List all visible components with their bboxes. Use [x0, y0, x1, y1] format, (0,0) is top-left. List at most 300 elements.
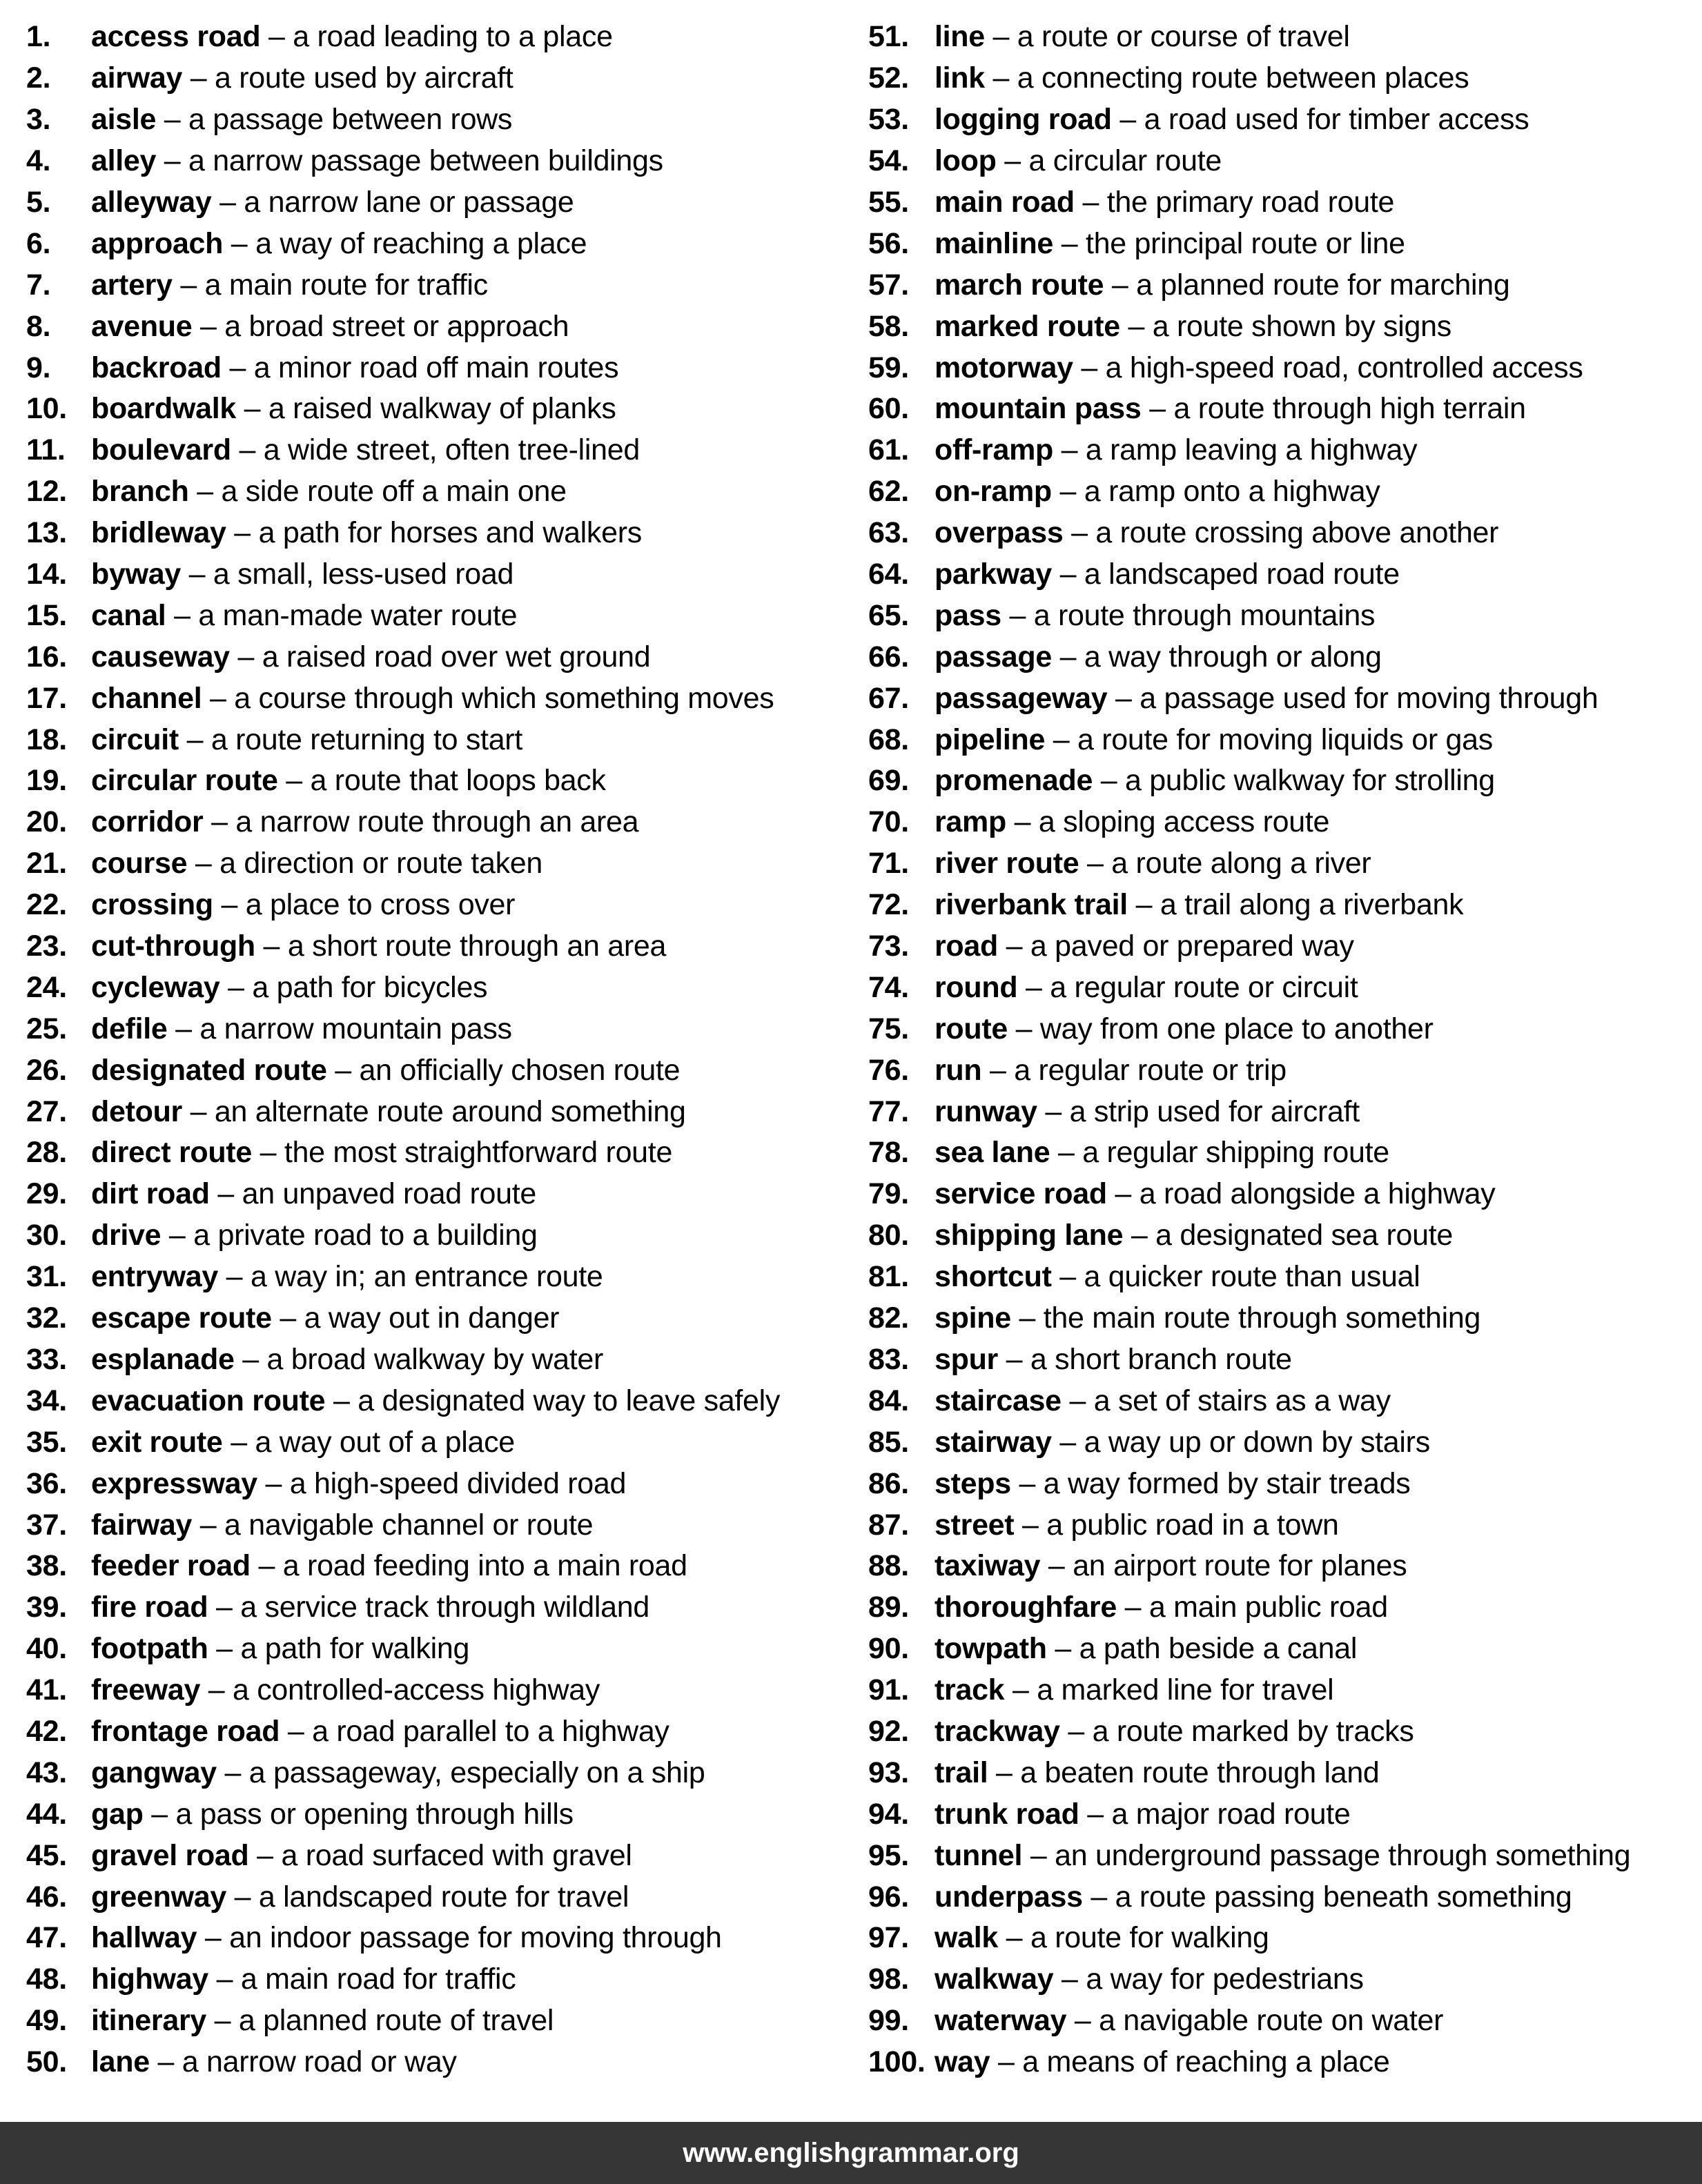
item-definition: – way from one place to another	[1008, 1012, 1434, 1045]
item-definition: – the principal route or line	[1053, 226, 1405, 260]
item-definition: – a passageway, especially on a ship	[216, 1755, 705, 1789]
item-number: 48.	[26, 1962, 67, 1996]
item-definition: – a road alongside a highway	[1106, 1177, 1496, 1211]
item-term: passageway	[935, 681, 1108, 715]
list-item	[26, 967, 848, 1008]
item-term: sea lane	[935, 1136, 1050, 1170]
item-definition: – a broad walkway by water	[234, 1342, 604, 1376]
item-term: riverbank trail	[935, 888, 1128, 922]
item-definition: – a landscaped road route	[1052, 558, 1400, 591]
item-term: gravel road	[91, 1838, 249, 1872]
item-term: road	[935, 929, 998, 963]
item-term: on-ramp	[935, 475, 1052, 509]
item-definition: – a set of stairs as a way	[1061, 1384, 1391, 1417]
item-term: walkway	[935, 1962, 1054, 1996]
item-number: 64.	[868, 558, 909, 591]
item-term: esplanade	[91, 1342, 235, 1376]
item-term: crossing	[91, 888, 213, 922]
item-definition: – a route that loops back	[277, 764, 606, 798]
item-definition: – a passage between rows	[156, 103, 513, 137]
item-definition: – a narrow mountain pass	[167, 1012, 512, 1045]
item-number: 97.	[868, 1921, 909, 1955]
list-item	[26, 1257, 848, 1298]
item-number: 70.	[868, 805, 909, 839]
item-number: 78.	[868, 1136, 909, 1170]
item-term: hallway	[91, 1921, 197, 1955]
item-definition: – a way through or along	[1052, 640, 1382, 673]
item-definition: – a path for horses and walkers	[226, 516, 642, 550]
list-item	[26, 595, 848, 636]
item-number: 82.	[868, 1301, 909, 1335]
list-item	[26, 760, 848, 802]
list-item	[868, 1463, 1696, 1504]
item-definition: – a service track through wildland	[208, 1591, 649, 1624]
list-item	[868, 1587, 1696, 1629]
item-definition: – a route returning to start	[178, 722, 522, 756]
item-number: 62.	[868, 475, 909, 509]
list-item	[26, 719, 848, 760]
list-item	[868, 306, 1696, 347]
item-definition: – a main route for traffic	[172, 268, 488, 302]
list-item	[26, 2000, 848, 2042]
item-definition: – a route or course of travel	[984, 20, 1350, 54]
item-definition: – a quicker route than usual	[1051, 1260, 1420, 1294]
list-item	[868, 430, 1696, 471]
item-definition: – the most straightforward route	[251, 1136, 673, 1170]
list-item	[868, 1339, 1696, 1381]
item-number: 41.	[26, 1673, 67, 1707]
item-term: ramp	[935, 805, 1006, 839]
item-number: 74.	[868, 970, 909, 1004]
item-number: 80.	[868, 1219, 909, 1252]
item-number: 77.	[868, 1094, 909, 1128]
item-term: boardwalk	[91, 392, 236, 426]
item-number: 19.	[26, 764, 67, 798]
item-term: escape route	[91, 1301, 272, 1335]
item-definition: – a route used by aircraft	[182, 61, 513, 95]
list-item	[868, 554, 1696, 596]
item-term: exit route	[91, 1425, 223, 1459]
item-number: 8.	[26, 309, 51, 343]
item-term: off-ramp	[935, 433, 1053, 467]
item-number: 71.	[868, 847, 909, 881]
item-definition: – a raised road over wet ground	[229, 640, 651, 673]
item-term: artery	[91, 268, 173, 302]
list-item	[868, 1711, 1696, 1753]
list-item	[868, 885, 1696, 926]
item-term: march route	[935, 268, 1104, 302]
list-item	[868, 843, 1696, 885]
list-item	[26, 182, 848, 224]
item-number: 67.	[868, 681, 909, 715]
item-term: tunnel	[935, 1838, 1023, 1872]
item-number: 84.	[868, 1384, 909, 1417]
item-term: avenue	[91, 309, 193, 343]
list-item	[26, 1504, 848, 1546]
list-item	[868, 1959, 1696, 2000]
item-number: 30.	[26, 1219, 67, 1252]
item-term: feeder road	[91, 1549, 251, 1583]
item-definition: – a route marked by tracks	[1059, 1714, 1414, 1748]
list-item	[26, 1752, 848, 1793]
item-number: 7.	[26, 268, 51, 302]
item-definition: – a planned route for marching	[1104, 268, 1510, 302]
list-item	[26, 678, 848, 719]
item-definition: – a regular route or trip	[981, 1053, 1287, 1087]
item-number: 42.	[26, 1714, 67, 1748]
list-item	[868, 1504, 1696, 1546]
list-item	[26, 1008, 848, 1050]
item-term: thoroughfare	[935, 1591, 1117, 1624]
item-term: circular route	[91, 764, 278, 798]
list-item	[26, 1421, 848, 1463]
item-term: causeway	[91, 640, 230, 673]
item-term: gangway	[91, 1755, 217, 1789]
item-term: route	[935, 1012, 1008, 1045]
item-definition: – a short branch route	[997, 1342, 1292, 1376]
item-definition: – an underground passage through something	[1022, 1838, 1631, 1872]
list-item	[26, 1339, 848, 1381]
item-term: logging road	[935, 103, 1112, 137]
item-term: bridleway	[91, 516, 226, 550]
item-definition: – a major road route	[1079, 1797, 1351, 1831]
item-term: entryway	[91, 1260, 219, 1294]
item-definition: – a regular route or circuit	[1017, 970, 1358, 1004]
list-item	[26, 1050, 848, 1091]
item-number: 63.	[868, 516, 909, 550]
item-number: 87.	[868, 1508, 909, 1542]
item-definition: – an alternate route around something	[182, 1094, 686, 1128]
list-item	[26, 306, 848, 347]
item-definition: – a regular shipping route	[1050, 1136, 1389, 1170]
list-item	[868, 760, 1696, 802]
item-number: 14.	[26, 558, 67, 591]
list-item	[868, 1091, 1696, 1132]
list-item	[868, 182, 1696, 224]
item-definition: – a navigable channel or route	[192, 1508, 594, 1542]
item-number: 13.	[26, 516, 67, 550]
item-number: 35.	[26, 1425, 67, 1459]
item-term: backroad	[91, 351, 222, 384]
item-term: trail	[935, 1755, 988, 1789]
list-item	[868, 17, 1696, 58]
list-item	[868, 1421, 1696, 1463]
item-number: 15.	[26, 598, 67, 632]
list-item	[868, 99, 1696, 141]
item-number: 99.	[868, 2004, 909, 2038]
item-definition: – a controlled-access highway	[200, 1673, 600, 1707]
item-term: alleyway	[91, 186, 212, 219]
list-item	[26, 885, 848, 926]
item-number: 4.	[26, 144, 51, 178]
item-definition: – an indoor passage for moving through	[197, 1921, 722, 1955]
item-number: 75.	[868, 1012, 909, 1045]
list-item	[868, 1835, 1696, 1876]
item-term: main road	[935, 186, 1075, 219]
item-term: approach	[91, 226, 224, 260]
list-item	[26, 347, 848, 388]
item-term: footpath	[91, 1632, 208, 1666]
list-item	[868, 719, 1696, 760]
item-number: 6.	[26, 226, 51, 260]
list-item	[26, 1629, 848, 1670]
item-definition: – a minor road off main routes	[221, 351, 619, 384]
item-number: 33.	[26, 1342, 67, 1376]
list-item	[26, 1174, 848, 1215]
item-term: alley	[91, 144, 157, 178]
item-definition: – a raised walkway of planks	[235, 392, 616, 426]
item-definition: – a narrow road or way	[149, 2045, 457, 2079]
list-item	[868, 636, 1696, 678]
item-definition: – a road used for timber access	[1111, 103, 1529, 137]
item-number: 3.	[26, 103, 51, 137]
item-term: towpath	[935, 1632, 1047, 1666]
item-number: 29.	[26, 1177, 67, 1211]
item-term: gap	[91, 1797, 144, 1831]
item-definition: – a route for moving liquids or gas	[1045, 722, 1493, 756]
item-term: course	[91, 847, 188, 881]
list-item	[26, 926, 848, 967]
list-item	[26, 636, 848, 678]
item-term: access road	[91, 20, 261, 54]
item-definition: – a wide street, often tree-lined	[231, 433, 640, 467]
item-number: 55.	[868, 186, 909, 219]
item-number: 73.	[868, 929, 909, 963]
item-term: line	[935, 20, 985, 54]
item-term: lane	[91, 2045, 150, 2079]
item-number: 69.	[868, 764, 909, 798]
item-number: 68.	[868, 722, 909, 756]
item-term: staircase	[935, 1384, 1062, 1417]
list-item	[26, 388, 848, 430]
item-term: loop	[935, 144, 997, 178]
item-number: 38.	[26, 1549, 67, 1583]
item-term: byway	[91, 558, 181, 591]
list-item	[26, 141, 848, 182]
item-number: 65.	[868, 598, 909, 632]
item-number: 61.	[868, 433, 909, 467]
item-definition: – the primary road route	[1074, 186, 1395, 219]
item-number: 31.	[26, 1260, 67, 1294]
item-number: 11.	[26, 433, 66, 467]
item-definition: – a broad street or approach	[192, 309, 569, 343]
list-item	[26, 1918, 848, 1959]
list-item	[868, 678, 1696, 719]
list-item	[26, 99, 848, 141]
item-definition: – a strip used for aircraft	[1037, 1094, 1360, 1128]
item-definition: – a narrow passage between buildings	[156, 144, 663, 178]
list-item	[868, 1174, 1696, 1215]
list-item	[26, 1091, 848, 1132]
list-item	[26, 1793, 848, 1835]
item-definition: – a public road in a town	[1014, 1508, 1339, 1542]
item-term: channel	[91, 681, 202, 715]
list-item	[868, 1215, 1696, 1257]
item-number: 37.	[26, 1508, 67, 1542]
item-number: 72.	[868, 888, 909, 922]
item-number: 88.	[868, 1549, 909, 1583]
item-definition: – a connecting route between places	[984, 61, 1469, 95]
item-definition: – a high-speed road, controlled access	[1073, 351, 1583, 384]
item-number: 53.	[868, 103, 909, 137]
item-number: 39.	[26, 1591, 67, 1624]
list-item	[868, 1257, 1696, 1298]
item-definition: – a designated sea route	[1123, 1219, 1454, 1252]
item-term: taxiway	[935, 1549, 1041, 1583]
item-definition: – a way up or down by stairs	[1051, 1425, 1430, 1459]
item-definition: – a sloping access route	[1006, 805, 1330, 839]
list-item	[868, 1008, 1696, 1050]
list-item	[26, 1587, 848, 1629]
item-number: 46.	[26, 1880, 67, 1914]
item-number: 44.	[26, 1797, 67, 1831]
item-number: 40.	[26, 1632, 67, 1666]
item-term: underpass	[935, 1880, 1083, 1914]
item-definition: – a route through high terrain	[1141, 392, 1526, 426]
list-item	[868, 1918, 1696, 1959]
item-definition: – a direction or route taken	[187, 847, 542, 881]
item-definition: – a man-made water route	[166, 598, 518, 632]
list-item	[26, 1546, 848, 1587]
item-definition: – a small, less-used road	[180, 558, 514, 591]
item-definition: – a route shown by signs	[1119, 309, 1451, 343]
item-number: 89.	[868, 1591, 909, 1624]
item-definition: – a public walkway for strolling	[1093, 764, 1495, 798]
item-term: trunk road	[935, 1797, 1079, 1831]
item-number: 93.	[868, 1755, 909, 1789]
item-definition: – a road parallel to a highway	[280, 1714, 669, 1748]
item-number: 32.	[26, 1301, 67, 1335]
item-term: river route	[935, 847, 1079, 881]
item-term: link	[935, 61, 985, 95]
list-item	[868, 926, 1696, 967]
item-number: 23.	[26, 929, 67, 963]
item-number: 21.	[26, 847, 67, 881]
item-number: 81.	[868, 1260, 909, 1294]
item-definition: – a pass or opening through hills	[143, 1797, 574, 1831]
item-term: designated route	[91, 1053, 327, 1087]
item-term: stairway	[935, 1425, 1052, 1459]
item-number: 59.	[868, 351, 909, 384]
item-definition: – a path beside a canal	[1046, 1632, 1358, 1666]
item-definition: – a route crossing above another	[1063, 516, 1499, 550]
item-term: cycleway	[91, 970, 220, 1004]
item-number: 52.	[868, 61, 909, 95]
list-item	[868, 1670, 1696, 1711]
list-item	[26, 2042, 848, 2083]
list-item	[868, 223, 1696, 264]
item-term: round	[935, 970, 1018, 1004]
item-definition: – a landscaped route for travel	[226, 1880, 629, 1914]
item-number: 49.	[26, 2004, 67, 2038]
item-number: 60.	[868, 392, 909, 426]
item-definition: – a short route through an area	[255, 929, 667, 963]
list-item	[868, 967, 1696, 1008]
item-term: street	[935, 1508, 1015, 1542]
list-item	[26, 430, 848, 471]
item-definition: – a ramp leaving a highway	[1053, 433, 1418, 467]
item-term: dirt road	[91, 1177, 210, 1211]
item-term: fire road	[91, 1591, 208, 1624]
footer-url: www.englishgrammar.org	[683, 2137, 1019, 2168]
item-number: 25.	[26, 1012, 67, 1045]
item-number: 95.	[868, 1838, 909, 1872]
item-term: itinerary	[91, 2004, 206, 2038]
item-definition: – a navigable route on water	[1066, 2004, 1444, 2038]
item-term: boulevard	[91, 433, 231, 467]
list-item	[26, 1132, 848, 1174]
item-definition: – a passage used for moving through	[1107, 681, 1598, 715]
list-item	[26, 1215, 848, 1257]
item-term: freeway	[91, 1673, 201, 1707]
list-item	[868, 388, 1696, 430]
list-item	[26, 264, 848, 306]
list-item	[868, 1752, 1696, 1793]
item-term: mainline	[935, 226, 1054, 260]
list-item	[868, 802, 1696, 843]
item-definition: – a main public road	[1116, 1591, 1388, 1624]
item-number: 22.	[26, 888, 67, 922]
footer-bar	[0, 2122, 1702, 2184]
list-item	[868, 347, 1696, 388]
list-item	[26, 17, 848, 58]
list-item	[868, 1380, 1696, 1421]
list-item	[868, 141, 1696, 182]
item-term: runway	[935, 1094, 1037, 1128]
item-term: corridor	[91, 805, 204, 839]
word-list-left-column	[26, 17, 848, 2083]
item-term: walk	[935, 1921, 999, 1955]
list-item	[26, 1298, 848, 1339]
item-definition: – an airport route for planes	[1040, 1549, 1407, 1583]
item-term: defile	[91, 1012, 168, 1045]
item-term: fairway	[91, 1508, 193, 1542]
item-definition: – a paved or prepared way	[997, 929, 1354, 963]
item-term: frontage road	[91, 1714, 280, 1748]
item-number: 2.	[26, 61, 51, 95]
item-term: greenway	[91, 1880, 226, 1914]
item-definition: – a marked line for travel	[1004, 1673, 1334, 1707]
item-number: 91.	[868, 1673, 909, 1707]
list-item	[868, 1546, 1696, 1587]
item-definition: – a way in; an entrance route	[218, 1260, 603, 1294]
item-definition: – a means of reaching a place	[990, 2045, 1390, 2079]
list-item	[868, 1629, 1696, 1670]
list-item	[26, 554, 848, 596]
item-term: overpass	[935, 516, 1064, 550]
item-definition: – a route through mountains	[1001, 598, 1376, 632]
item-number: 98.	[868, 1962, 909, 1996]
item-term: expressway	[91, 1466, 257, 1500]
item-term: detour	[91, 1094, 182, 1128]
item-term: direct route	[91, 1136, 252, 1170]
item-definition: – a trail along a riverbank	[1127, 888, 1464, 922]
item-term: spur	[935, 1342, 998, 1376]
item-number: 79.	[868, 1177, 909, 1211]
item-definition: – a way out of a place	[222, 1425, 515, 1459]
list-item	[868, 2000, 1696, 2042]
item-number: 1.	[26, 20, 51, 54]
item-definition: – a road surfaced with gravel	[248, 1838, 632, 1872]
item-definition: – a place to cross over	[213, 888, 516, 922]
item-term: motorway	[935, 351, 1073, 384]
list-item	[868, 1876, 1696, 1918]
list-item	[26, 1835, 848, 1876]
item-number: 27.	[26, 1094, 67, 1128]
item-term: shortcut	[935, 1260, 1052, 1294]
item-number: 54.	[868, 144, 909, 178]
item-number: 10.	[26, 392, 67, 426]
